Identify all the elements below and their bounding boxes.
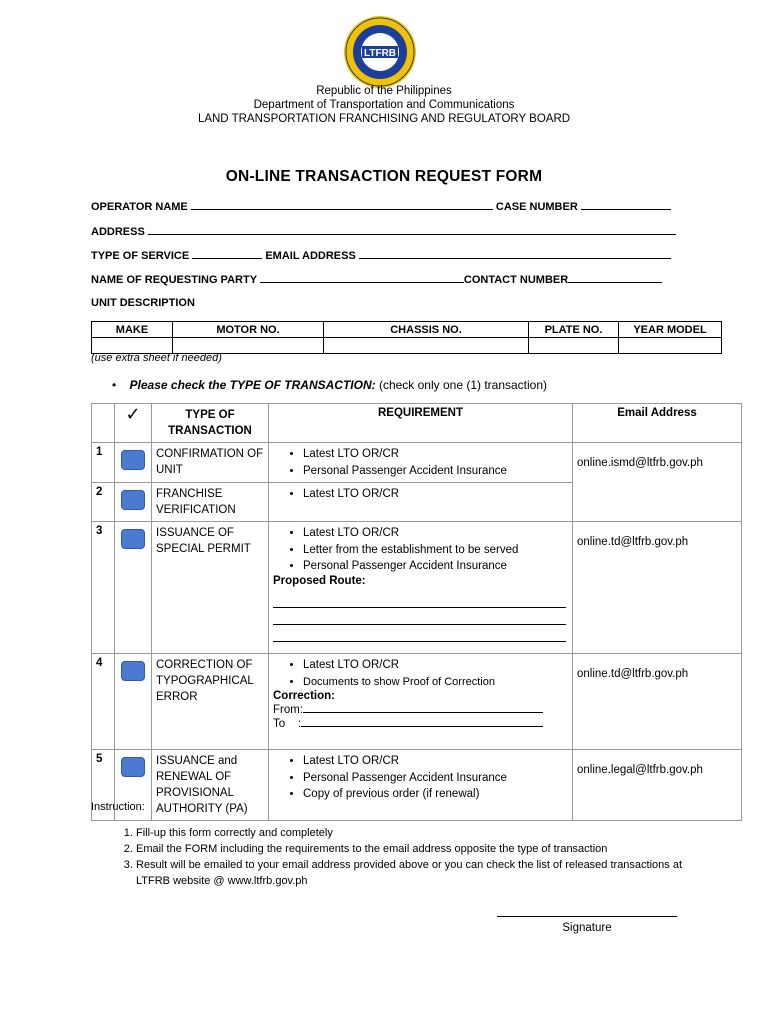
type-of-service-field[interactable] [192, 248, 262, 259]
col-year-model: YEAR MODEL [619, 322, 722, 338]
operator-row [91, 199, 671, 213]
row-number: 4 [92, 654, 115, 750]
instruction-list [112, 825, 692, 889]
row-number: 2 [92, 483, 115, 522]
table-row [92, 750, 742, 821]
table-row [92, 522, 742, 654]
logo-text: LTFRB [363, 48, 397, 59]
signature-label: Signature [562, 922, 612, 934]
tx-type-header: TYPE OF TRANSACTION [152, 404, 269, 443]
requesting-row [91, 272, 662, 286]
requirement-item: • Copy of previous order (if renewal) [303, 786, 568, 803]
requirement-item: • Latest LTO OR/CR [303, 486, 568, 503]
ltfrb-logo [342, 14, 418, 90]
table-row [92, 443, 742, 483]
service-row [91, 248, 671, 262]
row-number: 3 [92, 522, 115, 654]
header-republic: Republic of the Philippines [316, 85, 452, 97]
operator-name-field[interactable] [191, 199, 493, 210]
instruction-item: 1. Fill-up this form correctly and completely [136, 825, 692, 841]
tx-type: ISSUANCE OF SPECIAL PERMIT [152, 522, 269, 654]
requesting-party-label: NAME OF REQUESTING PARTY [91, 274, 257, 286]
requirement-item: • Personal Passenger Accident Insurance [303, 558, 568, 575]
from-label: From: [273, 704, 304, 716]
proposed-route-label: Proposed Route: [273, 574, 366, 587]
check-instruction-bold: Please check the TYPE OF TRANSACTION: [129, 378, 376, 392]
checkbox-correction[interactable] [121, 661, 145, 681]
form-title: ON-LINE TRANSACTION REQUEST FORM [225, 168, 543, 185]
check-instruction-rest: (check only one (1) transaction) [375, 378, 548, 392]
header-agency: LAND TRANSPORTATION FRANCHISING AND REGULATORY BOARD [197, 113, 571, 125]
header-department: Department of Transportation and Communications [253, 99, 515, 111]
instruction-item: 2. Email the FORM including the requirements to the email address opposite the type of transaction [136, 841, 692, 857]
address-row [91, 224, 676, 238]
tx-type: CORRECTION OF TYPOGRAPHICAL ERROR [152, 654, 269, 750]
col-plate-no: PLATE NO. [529, 322, 619, 338]
proposed-route-line[interactable] [273, 593, 566, 608]
tx-type: FRANCHISE VERIFICATION [152, 483, 269, 522]
email-address-label: EMAIL ADDRESS [265, 250, 356, 262]
tx-requirement-header: REQUIREMENT [269, 404, 573, 443]
email-td[interactable]: online.td@ltfrb.gov.ph [573, 522, 742, 654]
requirement-item: • Latest LTO OR/CR [303, 753, 568, 770]
requirement-item: • Letter from the establishment to be served [303, 542, 568, 559]
extra-sheet-note: (use extra sheet if needed) [91, 352, 222, 364]
requesting-party-field[interactable] [260, 272, 464, 283]
check-instruction [112, 378, 547, 392]
checkbox-special-permit[interactable] [121, 529, 145, 549]
email-address-field[interactable] [359, 248, 671, 259]
checkbox-franchise-verification[interactable] [121, 490, 145, 510]
tx-type: CONFIRMATION OF UNIT [152, 443, 269, 483]
col-motor-no: MOTOR NO. [173, 322, 324, 338]
type-of-service-label: TYPE OF SERVICE [91, 250, 190, 262]
operator-name-label: OPERATOR NAME [91, 201, 188, 213]
tx-type: ISSUANCE and RENEWAL OF PROVISIONAL AUTHORITY (PA) [152, 750, 269, 821]
requirement-item: • Latest LTO OR/CR [303, 446, 568, 463]
year-model-cell[interactable] [619, 338, 722, 354]
unit-description-label: UNIT DESCRIPTION [91, 297, 195, 309]
tx-email-header: Email Address [573, 404, 742, 443]
address-field[interactable] [148, 224, 676, 235]
to-field[interactable] [301, 716, 543, 727]
chassis-no-cell[interactable] [324, 338, 529, 354]
table-row [92, 654, 742, 750]
case-number-label: CASE NUMBER [495, 201, 578, 213]
col-make: MAKE [92, 322, 173, 338]
row-number: 1 [92, 443, 115, 483]
proposed-route-line[interactable] [273, 610, 566, 625]
transaction-table [91, 403, 742, 821]
checkmark-icon: ✓ [115, 404, 152, 443]
address-label: ADDRESS [91, 226, 145, 238]
contact-number-label: CONTACT NUMBER [463, 274, 569, 286]
contact-number-field[interactable] [568, 272, 662, 283]
correction-label: Correction: [273, 690, 335, 702]
email-legal[interactable]: online.legal@ltfrb.gov.ph [573, 750, 742, 821]
to-label: To : [273, 718, 302, 730]
email-td[interactable]: online.td@ltfrb.gov.ph [573, 654, 742, 750]
checkbox-confirmation[interactable] [121, 450, 145, 470]
checkbox-provisional-authority[interactable] [121, 757, 145, 777]
requirement-item: • Personal Passenger Accident Insurance [303, 463, 568, 480]
tx-header-row [92, 404, 742, 443]
row-number: 5 [92, 750, 115, 821]
proposed-route-line[interactable] [273, 627, 566, 642]
plate-no-cell[interactable] [529, 338, 619, 354]
case-number-field[interactable] [581, 199, 671, 210]
tx-num-header [92, 404, 115, 443]
from-field[interactable] [303, 702, 543, 713]
unit-header-row [92, 322, 722, 338]
instruction-item: 3. Result will be emailed to your email address provided above or you can check the list of released transactions at LTFRB website @ www.ltfrb.gov.ph [136, 857, 692, 889]
signature-line[interactable] [497, 916, 677, 917]
col-chassis-no: CHASSIS NO. [324, 322, 529, 338]
email-ismd[interactable]: online.ismd@ltfrb.gov.ph [573, 443, 742, 522]
instruction-label: Instruction: [91, 801, 145, 813]
requirement-item: • Latest LTO OR/CR [303, 525, 568, 542]
unit-description-table [91, 321, 722, 354]
requirement-item: • Personal Passenger Accident Insurance [303, 770, 568, 787]
requirement-item: • Latest LTO OR/CR [303, 657, 568, 674]
bullet-dot: • [112, 378, 117, 392]
requirement-item: • Documents to show Proof of Correction [303, 674, 568, 691]
